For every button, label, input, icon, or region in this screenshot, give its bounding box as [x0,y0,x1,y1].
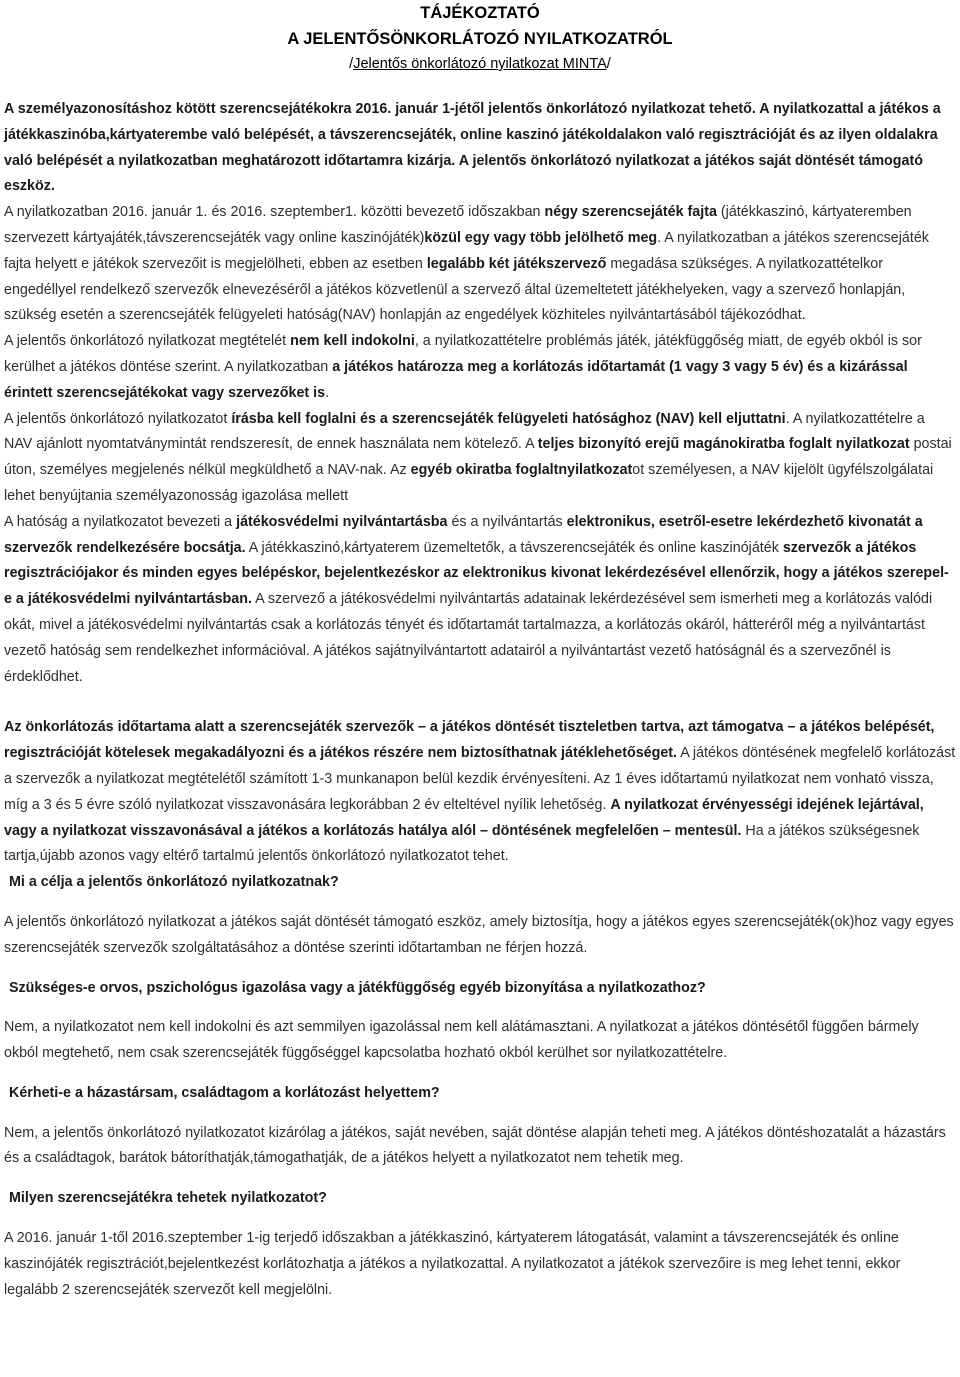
body-text: A szervező a játékosvédelmi nyilvántartás adatainak lekérdezésével sem ismerheti meg a korlátozás valódi okát, mivel a játékosvédelmi nyilvántartás csak a korlátozás tényét és időtartamát tartalmazza, a korlátozás okáról, hátteréről még a nyilvántartást vezető hatóság sem rendelkezhet információval. A játékos sajátnyilvántartott adatairól a nyilvántartást vezető hatóságnál és a szervezőnél is érdeklődhet. [4,591,933,685]
body-text: . [325,384,330,401]
emphasized-text: A személyazonosításhoz kötött szerencsejátékokra 2016. január 1-jétől jelentős önkorlátozó nyilatkozat tehető. A nyilatkozattal a játékos a játékkaszinóba,kártyaterembe való belépését, a távszerencsejáték, online kaszinó játékoldalakon való regisztrációját és az ilyen oldalakra való belépését a nyilatkozatban meghatározott időtartamra kizárja. A jelentős önkorlátozó nyilatkozat a játékos saját döntését támogató eszköz. [4,101,941,195]
body-text: . A nyilatkozattételre a NAV ajánlott nyomtatványmintát rendszeresít, de ennek használata nem kötelező. A [4,410,925,453]
body-text: A játékkaszinó,kártyaterem üzemeltetők, a távszerencsejáték és online kaszinójáték [245,539,783,556]
emphasized-text: szervezők a játékos regisztrációjakor és minden egyes belépéskor, bejelentkezéskor az elektronikus kivonat lekérdezésével ellenőrzik, hogy a játékos szerepel-e a játékosvédelmi nyilvántartásban. [4,539,949,608]
emphasized-text: játékosvédelmi nyilvántartásba [236,513,448,530]
spacer [4,962,956,976]
spacer [4,1067,956,1081]
question-medical-proof: Szükséges-e orvos, pszichológus igazolása vagy a játékfüggőség egyéb bizonyítása a nyilatkozathoz? [9,979,706,996]
spacer [4,1001,956,1015]
emphasized-text: A nyilatkozat érvényességi idejének lejártával, vagy a nyilatkozat visszavonásával a játékos a korlátozás hatálya alól – döntésének megfelelően – mentesül. [4,796,924,839]
body-text: ot személyesen, a NAV kijelölt ügyfélszolgálatai lehet benyújtania személyazonosság igazolása mellett [4,462,934,504]
body-text: . A nyilatkozatban a játékos szerencsejáték fajta helyett e játékok szervezőit is megjelölheti, ebben az esetben [4,229,929,272]
body-text: és a nyilvántartás [447,513,567,530]
spacer [4,1212,956,1226]
body-text: Ha a játékos szükségesnek tartja,újabb azonos vagy eltérő tartalmú jelentős önkorlátozó nyilatkozatot tehet. [4,822,920,865]
body-text: A nyilatkozatban 2016. január 1. és 2016. szeptember1. közötti bevezető időszakban [4,204,545,221]
emphasized-text: közül egy vagy több jelölhető meg [424,229,658,246]
body-text: megadása szükséges. A nyilatkozattételkor engedéllyel rendelkező szervezők elnevezéséről a játékos közvetlenül a szervező által üzemeltetett játékhelyeken, vagy a szervező honlapján, szükség esetén a szerencsejáték felügyeleti hatóság(NAV) honlapján az engedélyek közhiteles nyilvántartásából tájékozódhat. [4,255,906,324]
body-text: postai úton, személyes megjelenés nélkül megküldhető a NAV-nak. Az [4,436,952,479]
answer-game-types: A 2016. január 1-től 2016.szeptember 1-ig terjedő időszakban a játékkaszinó, kártyaterem látogatását, valamint a távszerencsejáték és online kaszinójáték regisztrációt,bejelentkezést korlátozhatja a játékos a nyilatkozattal. A nyilatkozatot a játékok szervezőire is meg lehet tenni, ekkor legalább 2 szerencsejáték szervezőt kell megjelölni. [4,1230,901,1298]
document-page [4,0,956,1303]
paragraph-submission [4,407,956,510]
emphasized-text: egyéb okiratba foglaltnyilatkozat [410,462,633,479]
document-heading: A JELENTŐSÖNKORLÁTOZÓ NYILATKOZATRÓL [287,30,673,48]
paragraph-game-types [4,200,956,329]
body-text: (játékkaszinó, kártyateremben szervezett kártyajáték,távszerencsejáték vagy online kaszinójáték) [4,204,912,246]
paragraph-no-justification [4,329,956,406]
body-text: A jelentős önkorlátozó nyilatkozat megtételét [4,333,291,350]
answer-medical-proof: Nem, a nyilatkozatot nem kell indokolni és azt semmilyen igazolással nem kell alátámasztani. A nyilatkozat a játékos döntésétől függően bármely okból megtehető, nem csak szerencsejáték függőséggel kapcsolatba hozható okból kerülhet sor nyilatkozattételre. [4,1019,919,1062]
question-spouse-request: Kérheti-e a házastársam, családtagom a korlátozást helyettem? [9,1084,440,1101]
spacer [4,1107,956,1121]
emphasized-text: írásba kell foglalni és a szerencsejáték felügyeleti hatósághoz (NAV) kell eljuttatni [231,410,786,427]
document-subtitle: /Jelentős önkorlátozó nyilatkozat MINTA/ [349,56,611,72]
spacer [4,690,956,715]
question-game-types: Milyen szerencsejátékra tehetek nyilatkozatot? [9,1190,327,1207]
paragraph-registry [4,510,956,691]
spacer [4,896,956,910]
body-text: , a nyilatkozattételre problémás játék, játékfüggőség miatt, de egyéb okból is sor kerülhet a játékos döntése szerint. A nyilatkozatban [4,333,922,375]
paragraph-restriction-period [4,715,956,870]
emphasized-text: legalább két játékszervező [426,255,607,272]
answer-purpose: A jelentős önkorlátozó nyilatkozat a játékos saját döntését támogató eszköz, amely biztosítja, hogy a játékos egyes szerencsejáték(ok)hoz vagy egyes szerencsejáték szervezők szolgáltatásához a döntése szerinti időtartamban ne férjen hozzá. [4,913,954,956]
answer-spouse-request: Nem, a jelentős önkorlátozó nyilatkozatot kizárólag a játékos, saját nevében, saját döntése alapján teheti meg. A játékos döntéshozatalát a házastárs és a családtagok, barátok bátoríthatják,támogathatják, de a játékos helyett a nyilatkozatot nem tehetik meg. [4,1124,946,1167]
emphasized-text: a játékos határozza meg a korlátozás időtartamát (1 vagy 3 vagy 5 év) és a kizárással érintett szerencsejátékokat vagy szervezőket is [4,358,908,401]
emphasized-text: teljes bizonyító erejű magánokiratba foglalt nyilatkozat [537,436,910,453]
paragraph-intro [4,97,956,200]
question-purpose: Mi a célja a jelentős önkorlátozó nyilatkozatnak? [9,874,339,891]
emphasized-text: nem kell indokolni [290,333,415,350]
emphasized-text: Az önkorlátozás időtartama alatt a szerencsejáték szervezők – a játékos döntését tiszteletben tartva, azt támogatva – a játékos belépését, regisztrációját kötelesek megakadályozni és a játékos részére nem biztosíthatnak játéklehetőséget. [4,719,935,762]
body-text: A jelentős önkorlátozó nyilatkozatot [4,410,232,427]
spacer [4,1172,956,1186]
body-text: A játékos döntésének megfelelő korlátozást a szervezők a nyilatkozat megtételétől számított 1-3 munkanapon belül kezdik érvényesíteni. Az 1 éves időtartamú nyilatkozat nem vonható vissza, míg a 3 és 5 évre szóló nyilatkozat visszavonására legkorábban 2 év elteltével nyílik lehetőség. [4,745,956,813]
body-text: A hatóság a nyilatkozatot bevezeti a [4,513,237,530]
emphasized-text: négy szerencsejáték fajta [544,204,717,221]
document-title: TÁJÉKOZTATÓ [420,4,540,22]
sample-form-link[interactable]: Jelentős önkorlátozó nyilatkozat MINTA [353,56,607,72]
emphasized-text: elektronikus, esetről-esetre lekérdezhető kivonatát a szervezők rendelkezésére bocsátja. [4,513,923,556]
